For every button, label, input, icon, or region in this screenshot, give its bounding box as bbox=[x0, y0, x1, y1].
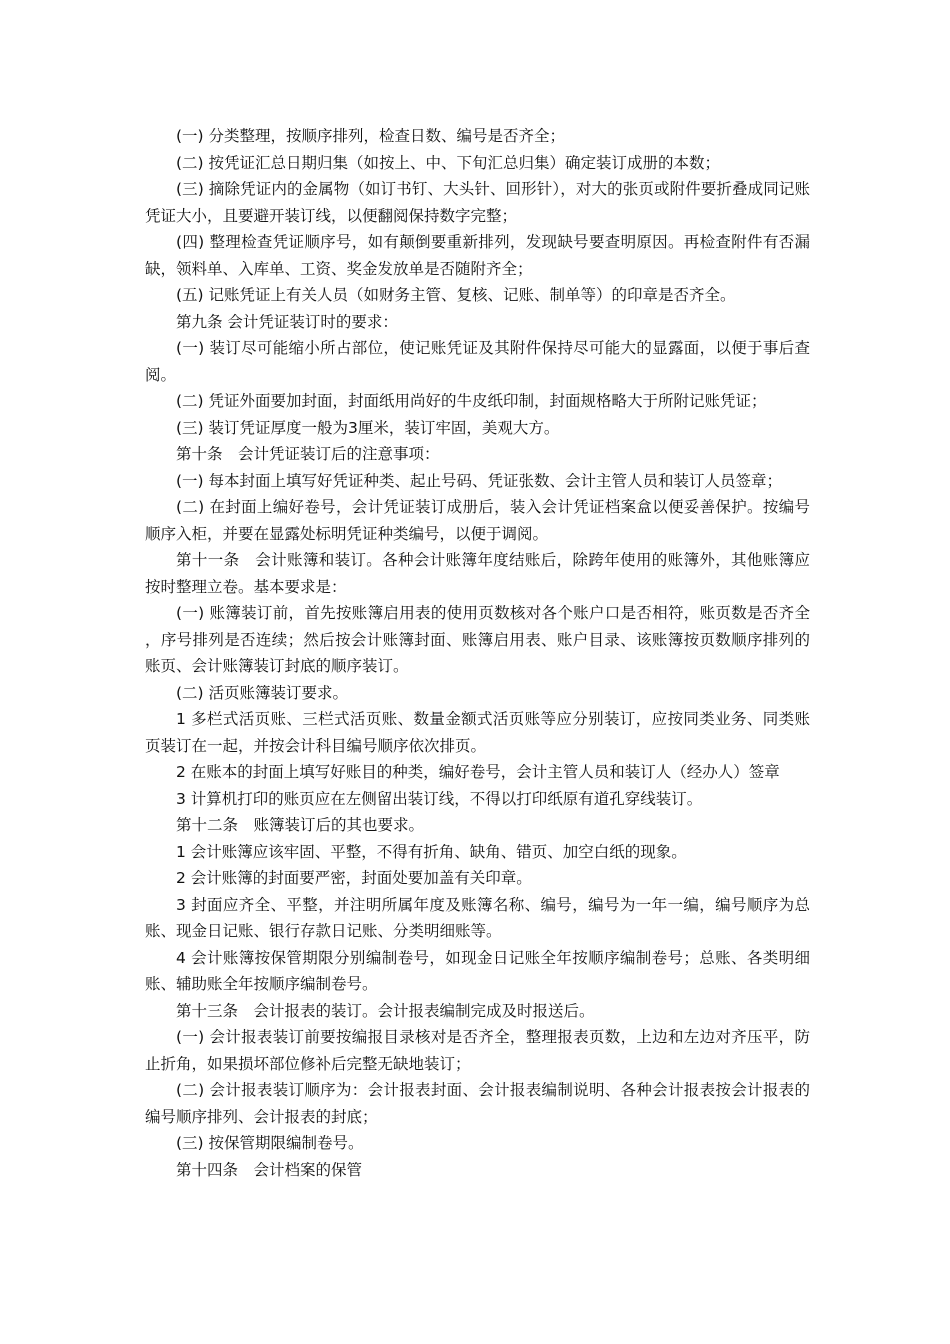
paragraph: 2 在账本的封面上填写好账目的种类，编好卷号，会计主管人员和装订人（经办人）签章 bbox=[176, 763, 780, 781]
paragraph: (三) 装订凭证厚度一般为3厘米，装订牢固，美观大方。 bbox=[176, 418, 560, 437]
article-heading: 第十二条 账簿装订后的其也要求。 bbox=[176, 816, 425, 834]
paragraph: 4 会计账簿按保管期限分别编制卷号，如现金日记账全年按顺序编制卷号；总账、各类明细账、辅助账全年按顺序编制卷号。 bbox=[145, 948, 810, 993]
paragraph: (二) 按凭证汇总日期归集（如按上、中、下旬汇总归集）确定装订成册的本数； bbox=[176, 153, 721, 172]
article-heading: 第十三条 会计报表的装订。会计报表编制完成及时报送后。 bbox=[176, 1001, 595, 1020]
paragraph: (二) 在封面上编好卷号，会计凭证装订成册后，装入会计凭证档案盒以便妥善保护。按编号顺序入柜，并要在显露处标明凭证种类编号，以便于调阅。 bbox=[145, 498, 810, 543]
paragraph: (一) 装订尽可能缩小所占部位，使记账凭证及其附件保持尽可能大的显露面，以便于事后查阅。 bbox=[145, 339, 810, 384]
paragraph: (三) 按保管期限编制卷号。 bbox=[176, 1134, 364, 1152]
paragraph: (一) 分类整理，按顺序排列，检查日数、编号是否齐全； bbox=[176, 127, 566, 145]
paragraph: 2 会计账簿的封面要严密，封面处要加盖有关印章。 bbox=[176, 869, 532, 887]
paragraph: (四) 整理检查凭证顺序号，如有颠倒要重新排列，发现缺号要查明原因。再检查附件有否漏缺，领料单、入库单、工资、奖金发放单是否随附齐全； bbox=[145, 233, 810, 278]
paragraph: 1 多栏式活页账、三栏式活页账、数量金额式活页账等应分别装订，应按同类业务、同类账页装订在一起，并按会计科目编号顺序依次排页。 bbox=[145, 710, 810, 755]
paragraph: 3 封面应齐全、平整，并注明所属年度及账簿名称、编号，编号为一年一编，编号顺序为总账、现金日记账、银行存款日记账、分类明细账等。 bbox=[145, 895, 810, 940]
article-heading: 第九条 会计凭证装订时的要求： bbox=[176, 312, 398, 331]
paragraph: (五) 记账凭证上有关人员（如财务主管、复核、记账、制单等）的印章是否齐全。 bbox=[176, 286, 736, 304]
paragraph: (一) 每本封面上填写好凭证种类、起止号码、凭证张数、会计主管人员和装订人员签章； bbox=[176, 471, 783, 490]
paragraph: (二) 活页账簿装订要求。 bbox=[176, 683, 349, 702]
article-heading: 第十条 会计凭证装订后的注意事项： bbox=[176, 445, 440, 463]
article-heading: 第十一条 会计账簿和装订。各种会计账簿年度结账后，除跨年使用的账簿外，其他账簿应按时整理立卷。基本要求是： bbox=[145, 551, 810, 596]
paragraph: (三) 摘除凭证内的金属物（如订书钉、大头针、回形针），对大的张页或附件要折叠成同记账凭证大小，且要避开装订线，以便翻阅保持数字完整； bbox=[145, 180, 810, 225]
paragraph: (二) 凭证外面要加封面，封面纸用尚好的牛皮纸印制，封面规格略大于所附记账凭证； bbox=[176, 392, 767, 410]
paragraph: 3 计算机打印的账页应在左侧留出装订线，不得以打印纸原有道孔穿线装订。 bbox=[176, 789, 703, 808]
paragraph: (一) 会计报表装订前要按编报目录核对是否齐全，整理报表页数，上边和左边对齐压平，防止折角，如果损坏部位修补后完整无缺地装订； bbox=[145, 1028, 810, 1073]
article-heading: 第十四条 会计档案的保管 bbox=[176, 1160, 363, 1179]
paragraph: (二) 会计报表装订顺序为：会计报表封面、会计报表编制说明、各种会计报表按会计报表的编号顺序排列、会计报表的封底； bbox=[145, 1081, 810, 1126]
paragraph: 1 会计账簿应该牢固、平整，不得有折角、缺角、错页、加空白纸的现象。 bbox=[176, 842, 687, 861]
document-page bbox=[145, 123, 810, 1183]
paragraph: (一) 账簿装订前，首先按账簿启用表的使用页数核对各个账户口是否相符，账页数是否齐全，序号排列是否连续；然后按会计账簿封面、账簿启用表、账户目录、该账簿按页数顺序排列的账页、会计账簿装订封底的顺序装订。 bbox=[145, 604, 810, 675]
